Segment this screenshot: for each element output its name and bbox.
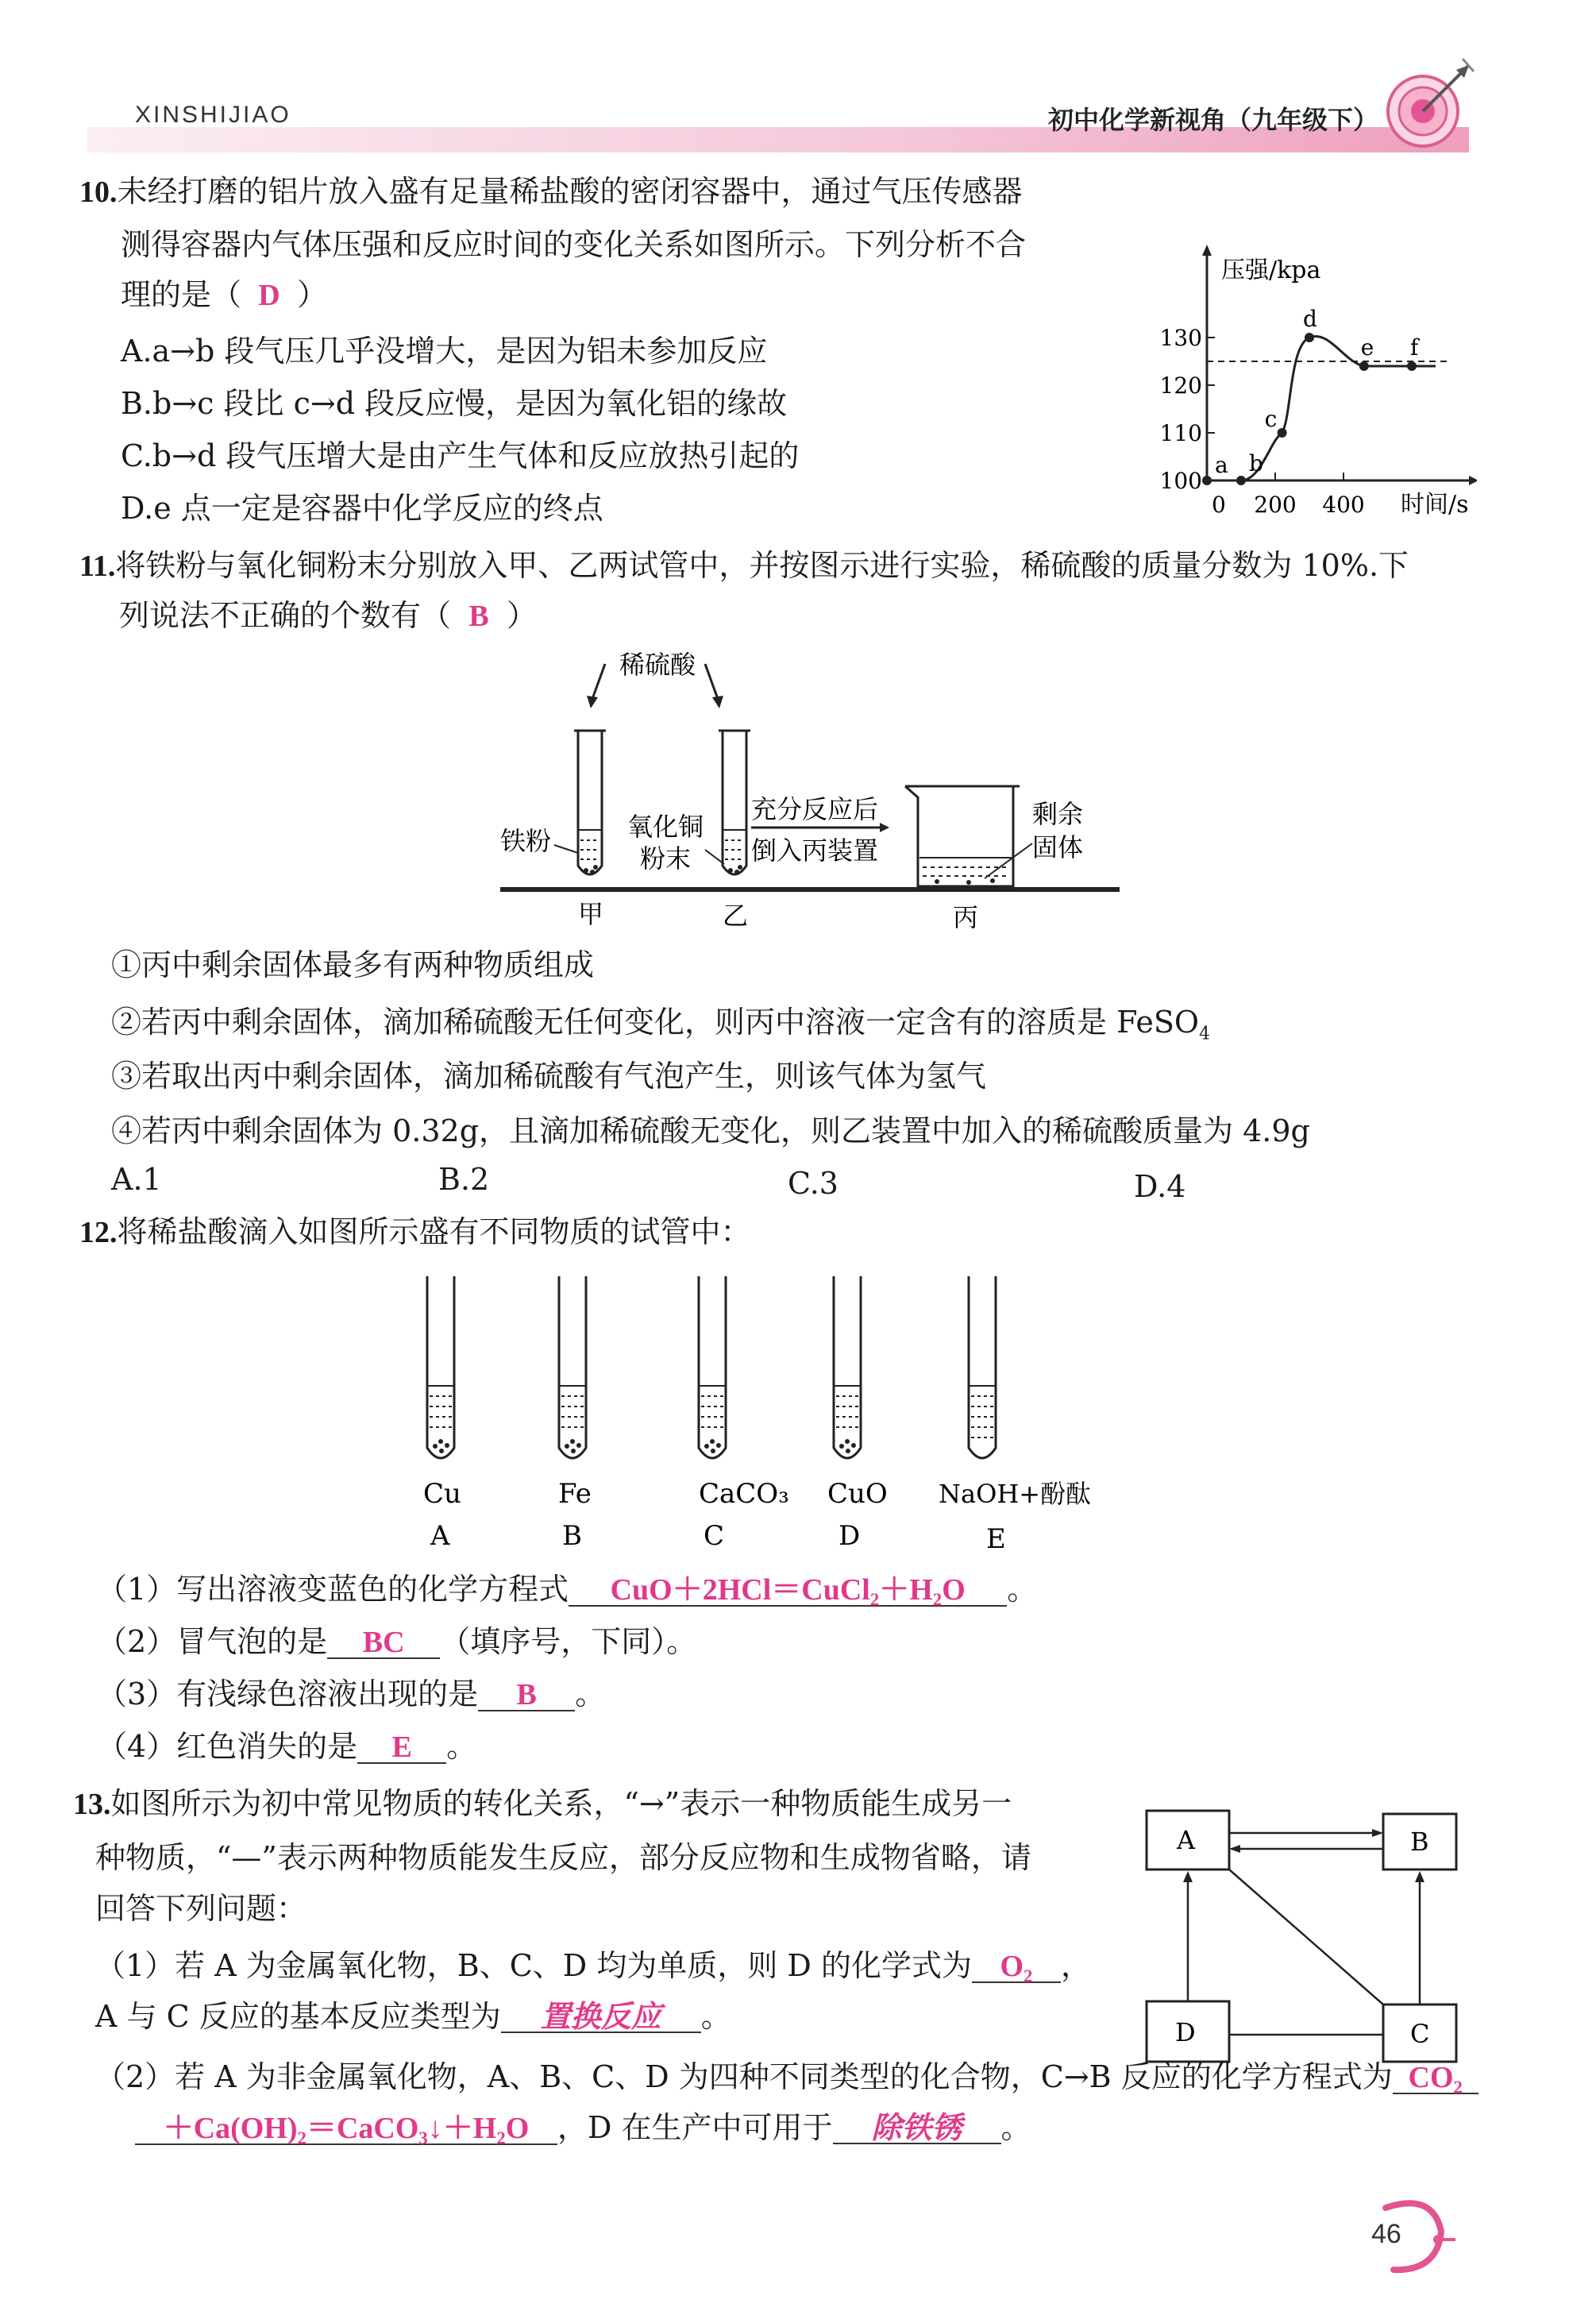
box-d-label: D — [1175, 2017, 1196, 2047]
q11-statement-4: ④若丙中剩余固体为 0.32g，且滴加稀硫酸无变化，则乙装置中加入的稀硫酸质量为 4.9g — [111, 1113, 1310, 1148]
q13-part2-period: 。 — [1000, 2110, 1031, 2145]
q12-test-tubes-figure — [397, 1267, 1128, 1553]
q12-part4-answer: E — [391, 1731, 412, 1764]
q11-answer: B — [468, 600, 489, 633]
q10-answer: D — [258, 279, 280, 312]
acid-arrow-right — [705, 664, 718, 699]
q12-part3-prompt: （3）有浅绿色溶液出现的是 — [97, 1677, 479, 1711]
tube-yi — [719, 731, 750, 874]
q12-part3-answer: B — [516, 1678, 537, 1711]
acid-arrowhead-right — [712, 696, 723, 708]
label-jia: 甲 — [578, 899, 604, 929]
line-a-c — [1229, 1869, 1383, 2005]
q13-line1: 如图所示为初中常见物质的转化关系，“→”表示一种物质能生成另一 — [110, 1786, 1012, 1821]
q13-part1-comma: ， — [1060, 1948, 1091, 1983]
q12-part4-prompt: （4）红色消失的是 — [97, 1729, 358, 1764]
test-tube-e — [969, 1276, 996, 1458]
point-label-d: d — [1303, 306, 1317, 332]
q12-part4-period: 。 — [446, 1729, 477, 1764]
point-label-f: f — [1410, 334, 1419, 361]
point-label-e: e — [1360, 334, 1374, 361]
x-tick-label: 200 — [1254, 492, 1297, 518]
beaker-bing — [905, 786, 1020, 886]
data-point-f — [1407, 361, 1417, 371]
chart-xlabel: 时间/s — [1401, 491, 1469, 519]
q12-part2-prompt: （2）冒气泡的是 — [97, 1624, 328, 1659]
point-label-a: a — [1215, 452, 1228, 478]
q13-relationship-diagram — [1135, 1803, 1469, 2073]
q11-statement-1: ①丙中剩余固体最多有两种物质组成 — [111, 947, 595, 982]
test-tube-a — [427, 1276, 454, 1458]
tube-jia — [574, 731, 606, 874]
page-number-swoosh-icon — [1362, 2192, 1457, 2279]
q10-option-b: B.b→c 段比 c→d 段反应慢，是因为氧化铝的缘故 — [121, 386, 788, 421]
data-point-c — [1278, 428, 1287, 438]
q12-stem: 将稀盐酸滴入如图所示盛有不同物质的试管中： — [117, 1214, 751, 1249]
data-point-b — [1236, 476, 1246, 485]
q12-number: 12. — [79, 1216, 118, 1249]
q13-number: 13. — [73, 1788, 111, 1821]
box-a-label: A — [1177, 1825, 1196, 1855]
q11-option-c: C.3 — [788, 1166, 838, 1201]
acid-arrow-left — [592, 664, 605, 699]
data-point-e — [1359, 361, 1369, 371]
header-book-title: 初中化学新视角（九年级下） — [1048, 105, 1379, 135]
q12-part1-prompt: （1）写出溶液变蓝色的化学方程式 — [97, 1572, 569, 1607]
q13-part2-answer-2: ＋Ca(OH)₂＝CaCO₃↓＋H₂O — [163, 2112, 530, 2145]
q11-line2: 列说法不正确的个数有（ — [119, 598, 452, 633]
q11-number: 11. — [79, 550, 116, 583]
label-after-reaction: 充分反应后 — [751, 794, 879, 824]
q13-part1b-period: 。 — [700, 1999, 731, 2034]
q11-statement-2: ②若丙中剩余固体，滴加稀硫酸无任何变化，则丙中溶液一定含有的溶质是 FeSO — [111, 1005, 1200, 1040]
q11-paren: ） — [507, 598, 538, 633]
q11-option-a: A.1 — [111, 1162, 162, 1197]
tube-letter-d: D — [838, 1520, 861, 1552]
q11-option-b: B.2 — [438, 1162, 490, 1197]
label-remaining-1: 剩余 — [1032, 799, 1084, 829]
label-remaining-2: 固体 — [1032, 832, 1084, 862]
substance-cuo: CuO — [827, 1478, 888, 1510]
label-pour-into-bing: 倒入丙装置 — [751, 835, 879, 866]
q10-option-a: A.a→b 段气压几乎没增大，是因为铝未参加反应 — [121, 334, 768, 368]
q11-option-d: D.4 — [1134, 1169, 1186, 1204]
test-tube-b — [559, 1276, 586, 1458]
chart-ylabel: 压强/kpa — [1221, 257, 1321, 284]
x-tick-label: 0 — [1212, 492, 1226, 518]
q13-part2-prompt: （2）若 A 为非金属氧化物，A、B、C、D 为四种不同类型的化合物，C→B 反应的化学方程式为 — [95, 2059, 1393, 2094]
acid-arrowhead-left — [587, 696, 598, 708]
x-tick-label: 400 — [1322, 492, 1365, 518]
y-tick-label: 110 — [1159, 420, 1202, 446]
q10-option-c: C.b→d 段气压增大是由产生气体和反应放热引起的 — [121, 438, 800, 473]
q13-part2-answer-3: 除铁锈 — [871, 2110, 962, 2145]
q10-paren: ） — [297, 277, 328, 312]
substance-caco3: CaCO₃ — [699, 1478, 789, 1510]
q10-line1: 未经打磨的铝片放入盛有足量稀盐酸的密闭容器中，通过气压传感器 — [117, 174, 1023, 209]
q11-apparatus-figure — [492, 635, 1128, 937]
y-axis-arrow — [1202, 245, 1212, 256]
q10-number: 10. — [79, 176, 118, 209]
data-point-d — [1305, 333, 1314, 342]
q10-option-d: D.e 点一定是容器中化学反应的终点 — [121, 491, 603, 526]
q12-part2-answer: BC — [362, 1626, 405, 1659]
label-yi: 乙 — [723, 901, 749, 931]
label-copper-oxide-1: 氧化铜 — [627, 812, 704, 842]
label-copper-oxide-2: 粉末 — [640, 843, 692, 874]
q13-part2-middle: ，D 在生产中可用于 — [557, 2110, 833, 2145]
tube-letter-e: E — [986, 1523, 1006, 1553]
q13-line2: 种物质，“—”表示两种物质能发生反应，部分反应物和生成物省略，请 — [95, 1840, 1031, 1875]
test-tube-c — [699, 1276, 726, 1458]
q11-statement-2-sub: 4 — [1199, 1024, 1211, 1044]
tube-letter-c: C — [704, 1520, 725, 1552]
q12-part1-period: 。 — [1007, 1572, 1038, 1607]
x-axis-arrow — [1469, 476, 1477, 485]
point-label-b: b — [1249, 450, 1263, 477]
q10-line3: 理的是（ — [121, 277, 242, 312]
y-tick-label: 100 — [1159, 468, 1202, 494]
pressure-curve — [1207, 336, 1436, 480]
q13-part1-answer: O₂ — [1000, 1950, 1033, 1983]
q13-part1-prompt: （1）若 A 为金属氧化物，B、C、D 均为单质，则 D 的化学式为 — [95, 1948, 972, 1983]
q13-part2-answer-1: CO₂ — [1408, 2061, 1463, 2094]
q11-line1: 将铁粉与氧化铜粉末分别放入甲、乙两试管中，并按图示进行实验，稀硫酸的质量分数为 10%.下 — [115, 548, 1409, 583]
q13-part1b-answer: 置换反应 — [540, 1999, 661, 2034]
q13-part1b-prompt: A 与 C 反应的基本反应类型为 — [95, 1999, 501, 2034]
tube-letter-a: A — [430, 1520, 450, 1552]
q11-statement-3: ③若取出丙中剩余固体，滴加稀硫酸有气泡产生，则该气体为氢气 — [111, 1059, 987, 1094]
q13-line3: 回答下列问题： — [95, 1891, 307, 1926]
substance-cu: Cu — [423, 1478, 461, 1510]
substance-naoh-phenolphthalein: NaOH+酚酞 — [939, 1479, 1092, 1509]
q12-part3-period: 。 — [575, 1677, 606, 1711]
q12-part2-note: （填序号，下同）。 — [440, 1624, 697, 1659]
point-label-c: c — [1264, 406, 1278, 432]
page-number: 46 — [1371, 2219, 1401, 2249]
tube-letter-b: B — [562, 1520, 582, 1552]
y-tick-label: 120 — [1159, 372, 1202, 399]
y-tick-label: 130 — [1159, 325, 1202, 351]
box-b-label: B — [1410, 1827, 1429, 1857]
label-iron-powder: 铁粉 — [500, 826, 552, 856]
header-left-text: XINSHIJIAO — [135, 102, 291, 128]
box-c-label: C — [1410, 2019, 1430, 2049]
test-tube-d — [834, 1276, 861, 1458]
data-point-a — [1202, 476, 1212, 485]
pressure-time-chart — [1143, 238, 1477, 524]
substance-fe: Fe — [558, 1478, 592, 1510]
target-logo-icon — [1374, 48, 1485, 159]
label-bing: 丙 — [953, 902, 979, 932]
q12-part1-answer: CuO＋2HCl＝CuCl₂＋H₂O — [610, 1573, 966, 1607]
q10-line2: 测得容器内气体压强和反应时间的变化关系如图所示。下列分析不合 — [121, 227, 1027, 262]
label-dilute-sulfuric-acid: 稀硫酸 — [619, 650, 696, 680]
